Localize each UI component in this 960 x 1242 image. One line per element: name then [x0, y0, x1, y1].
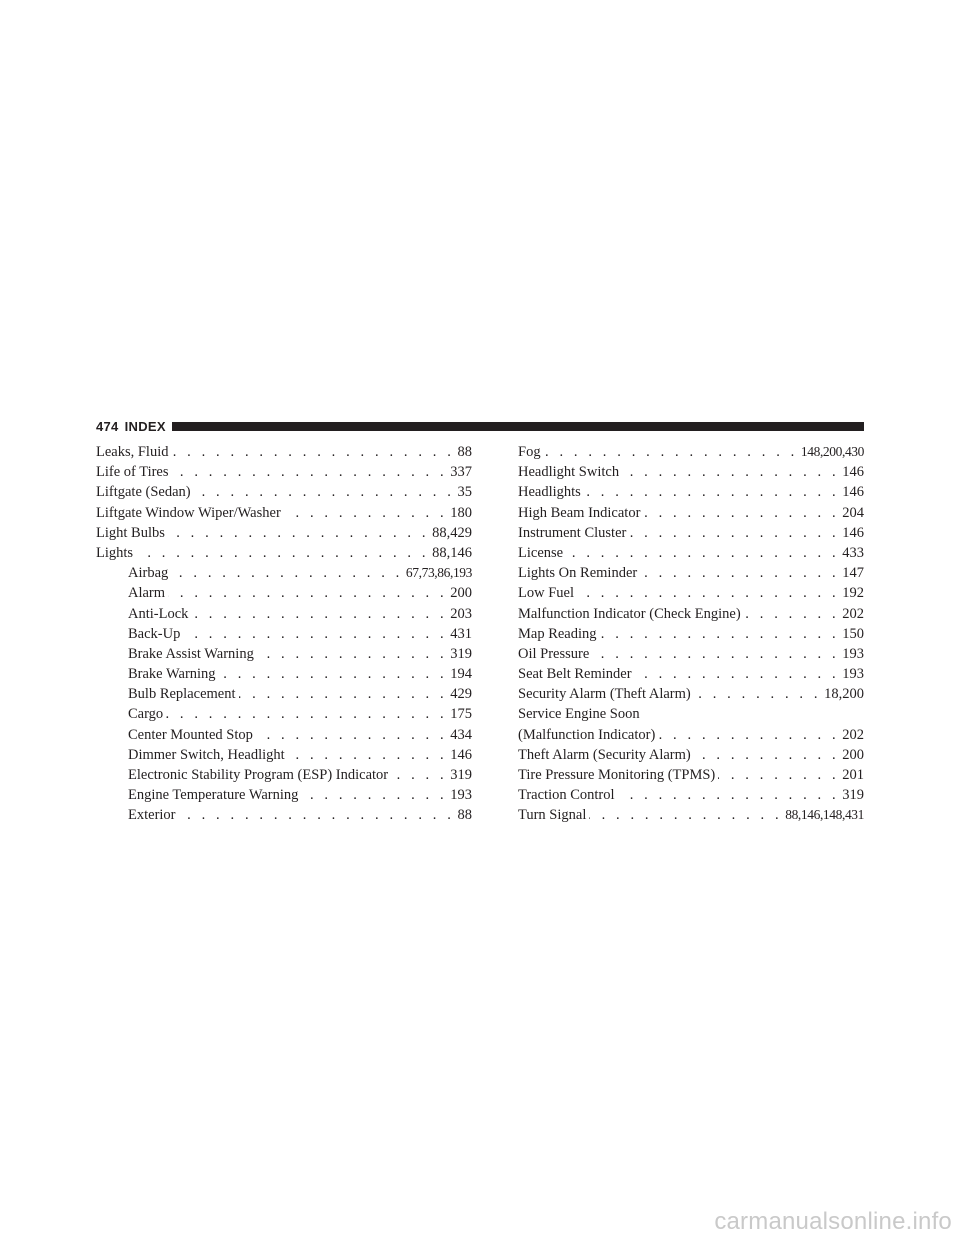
section-title: INDEX [124, 418, 166, 434]
index-entry [518, 503, 864, 523]
entry-label: Brake Warning [128, 666, 216, 683]
leader-dots [257, 644, 447, 664]
leader-dots [171, 563, 403, 583]
index-subentry [96, 745, 472, 765]
entry-label: Traction Control [518, 787, 615, 804]
watermark-link[interactable]: carmanualsonline.info [714, 1208, 952, 1235]
index-subentry [96, 583, 472, 603]
leader-dots [172, 442, 455, 462]
entry-label: Life of Tires [96, 464, 169, 481]
index-entry [518, 624, 864, 644]
leader-dots [172, 462, 448, 482]
entry-label: Alarm [128, 585, 166, 602]
entry-pages: 194 [450, 666, 472, 683]
entry-pages: 192 [842, 585, 864, 602]
entry-label: Airbag [128, 565, 169, 582]
index-entry [518, 805, 864, 825]
page-header [96, 417, 864, 435]
leader-dots [600, 624, 840, 644]
entry-pages: 148,200,430 [800, 444, 864, 459]
entry-label: Lights [96, 544, 134, 561]
entry-pages: 200 [842, 746, 864, 763]
leader-dots [391, 765, 447, 785]
entry-pages: 431 [450, 625, 472, 642]
index-entry [96, 442, 472, 462]
entry-pages: 150 [842, 625, 864, 642]
leader-dots [577, 583, 839, 603]
leader-dots [284, 503, 447, 523]
index-entry [518, 563, 864, 583]
index-subentry [96, 704, 472, 724]
index-entry [518, 745, 864, 765]
leader-dots [618, 785, 840, 805]
entry-pages: 35 [457, 484, 472, 501]
entry-label: Liftgate (Sedan) [96, 484, 191, 501]
entry-label: Dimmer Switch, Headlight [128, 746, 285, 763]
entry-pages: 88 [457, 807, 472, 824]
leader-dots [718, 765, 839, 785]
entry-pages: 200 [450, 585, 472, 602]
leader-dots [301, 785, 447, 805]
leader-dots [640, 563, 839, 583]
index-subentry [96, 664, 472, 684]
index-entry [518, 442, 864, 462]
entry-pages: 204 [842, 504, 864, 521]
index-subentry [96, 604, 472, 624]
entry-pages: 202 [842, 605, 864, 622]
entry-pages: 201 [842, 767, 864, 783]
leader-dots [643, 503, 839, 523]
entry-label: Electronic Stability Program (ESP) Indicator [128, 767, 389, 783]
leader-dots [183, 624, 447, 644]
entry-label: Theft Alarm (Security Alarm) [518, 746, 691, 763]
index-subentry [96, 805, 472, 825]
entry-pages: 319 [450, 767, 472, 783]
leader-dots [219, 664, 448, 684]
index-subentry [96, 785, 472, 805]
leader-dots [179, 805, 455, 825]
index-subentry [96, 725, 472, 745]
leader-dots [136, 543, 429, 563]
leader-dots [566, 543, 839, 563]
leader-dots [584, 482, 839, 502]
index-entry [518, 704, 864, 724]
entry-pages: 18,200 [824, 686, 864, 703]
entry-pages: 319 [450, 645, 472, 662]
entry-label: Fog [518, 444, 541, 460]
leader-dots [544, 442, 798, 462]
index-entry [518, 725, 864, 745]
entry-label: Malfunction Indicator (Check Engine) [518, 605, 741, 622]
entry-label: Turn Signal [518, 807, 587, 824]
index-column-left [96, 442, 472, 826]
entry-label: Brake Assist Warning [128, 645, 254, 662]
leader-dots [658, 725, 839, 745]
index-entry [518, 523, 864, 543]
entry-label: Liftgate Window Wiper/Washer [96, 504, 281, 521]
index-entry [518, 644, 864, 664]
index-subentry [96, 644, 472, 664]
leader-dots [744, 604, 840, 624]
index-entry [518, 664, 864, 684]
leader-dots [168, 583, 447, 603]
index-entry [96, 482, 472, 502]
entry-label: Lights On Reminder [518, 565, 638, 582]
index-entry [518, 765, 864, 785]
leader-dots [592, 644, 839, 664]
leader-dots [635, 664, 840, 684]
entry-label: Security Alarm (Theft Alarm) [518, 686, 691, 703]
leader-dots [194, 482, 455, 502]
index-entry [518, 482, 864, 502]
leader-dots [589, 805, 782, 825]
entry-pages: 175 [450, 706, 472, 723]
entry-pages: 203 [450, 605, 472, 622]
entry-pages: 319 [842, 787, 864, 804]
index-entry [518, 583, 864, 603]
index-subentry [96, 624, 472, 644]
index-entry [518, 684, 864, 704]
index-entry [96, 523, 472, 543]
entry-label: High Beam Indicator [518, 504, 641, 521]
entry-label: Seat Belt Reminder [518, 666, 632, 683]
entry-label: Cargo [128, 706, 164, 723]
leader-dots [694, 745, 840, 765]
entry-pages: 202 [842, 726, 864, 743]
entry-label: Tire Pressure Monitoring (TPMS) [518, 767, 716, 783]
entry-pages: 146 [842, 484, 864, 501]
index-entry [518, 543, 864, 563]
entry-label: Oil Pressure [518, 645, 590, 662]
index-entry [96, 543, 472, 563]
leader-dots [256, 725, 447, 745]
entry-pages: 88,146 [432, 544, 472, 561]
entry-label: (Malfunction Indicator) [518, 726, 656, 743]
entry-pages: 434 [450, 726, 472, 743]
index-subentry [96, 684, 472, 704]
entry-pages: 429 [450, 686, 472, 703]
entry-label: Headlights [518, 484, 581, 501]
header-rule [172, 422, 864, 431]
entry-label: Bulb Replacement [128, 686, 236, 703]
leader-dots [168, 523, 429, 543]
index-entry [518, 604, 864, 624]
index-subentry [96, 563, 472, 583]
entry-label: Leaks, Fluid [96, 444, 169, 460]
index-entry [518, 462, 864, 482]
entry-pages: 433 [842, 544, 864, 561]
entry-pages: 146 [842, 524, 864, 541]
entry-pages: 88,429 [432, 524, 472, 541]
entry-label: Map Reading [518, 625, 597, 642]
leader-dots [622, 462, 839, 482]
entry-label: Instrument Cluster [518, 524, 627, 541]
leader-dots [629, 523, 839, 543]
entry-pages: 193 [842, 645, 864, 662]
entry-pages: 146 [842, 464, 864, 481]
entry-label: Back-Up [128, 625, 181, 642]
entry-pages: 67,73,86,193 [405, 565, 472, 581]
entry-label: Light Bulbs [96, 524, 165, 541]
index-subentry [96, 765, 472, 785]
index-entry [96, 503, 472, 523]
entry-label: Anti-Lock [128, 605, 189, 622]
entry-pages: 147 [842, 565, 864, 582]
entry-pages: 88 [457, 444, 472, 460]
leader-dots [694, 684, 821, 704]
entry-label: License [518, 544, 564, 561]
page-number: 474 [96, 418, 119, 434]
entry-pages: 193 [842, 666, 864, 683]
index-entry [518, 785, 864, 805]
entry-label: Exterior [128, 807, 176, 824]
index-column-right [518, 442, 864, 826]
entry-label: Service Engine Soon [518, 706, 640, 723]
leader-dots [191, 604, 447, 624]
entry-label: Engine Temperature Warning [128, 787, 299, 804]
entry-pages: 180 [450, 504, 472, 521]
leader-dots [166, 704, 447, 724]
entry-label: Headlight Switch [518, 464, 620, 481]
entry-label: Center Mounted Stop [128, 726, 253, 743]
entry-pages: 337 [450, 464, 472, 481]
entry-pages: 146 [450, 746, 472, 763]
leader-dots [288, 745, 448, 765]
entry-label: Low Fuel [518, 585, 574, 602]
leader-dots [239, 684, 448, 704]
entry-pages: 193 [450, 787, 472, 804]
header-text [96, 419, 166, 434]
index-entry [96, 462, 472, 482]
entry-pages: 88,146,148,431 [785, 807, 864, 823]
